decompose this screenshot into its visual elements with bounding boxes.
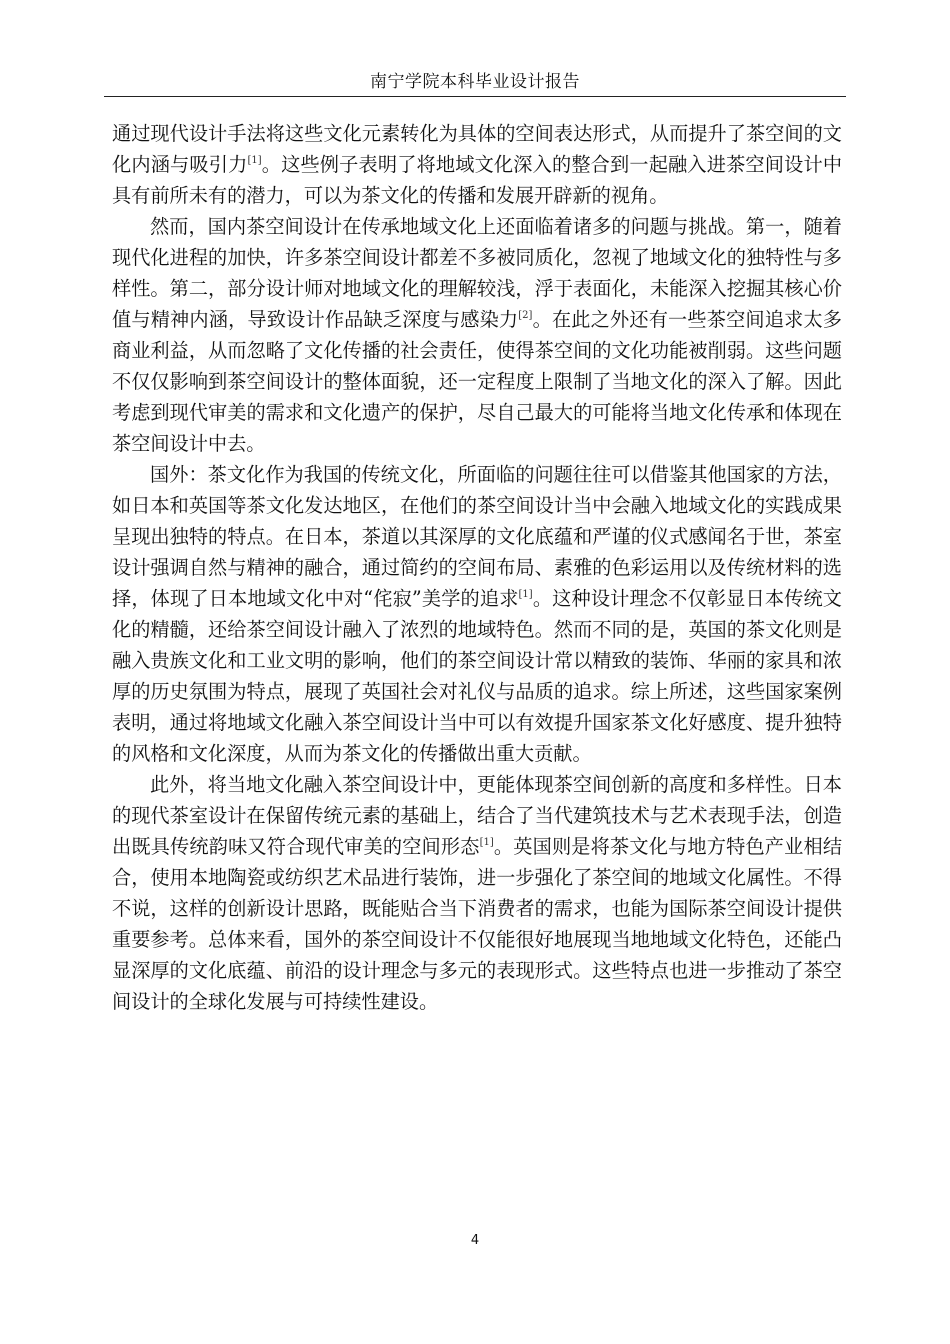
text-segment: 此外，将当地文化融入茶空间设计中，更能体现茶空间创新的高度和多样性。日本的现代茶室设计在保留传统元素的基础上，结合了当代建筑技术与艺术表现手法，创造出既具传统韵味又符合现代审美的空间形态: [112, 773, 842, 858]
text-segment: 。这种设计理念不仅彰显日本传统文化的精髓，还给茶空间设计融入了浓烈的地域特色。然而不同的是，英国的茶文化则是融入贵族文化和工业文明的影响，他们的茶空间设计常以精致的装饰、华丽的家具和浓厚的历史氛围为特点，展现了英国社会对礼仪与品质的追求。综上所述，这些国家案例表明，通过将地域文化融入茶空间设计当中可以有效提升国家茶文化好感度、提升独特的风格和文化深度，从而为茶文化的传播做出重大贡献。: [112, 587, 842, 765]
citation-marker: [1]: [518, 589, 533, 600]
citation-marker: [2]: [518, 310, 533, 321]
page-number: 4: [470, 1233, 480, 1248]
citation-marker: [1]: [479, 837, 494, 848]
body-text: [112, 118, 842, 1017]
paragraph: [112, 118, 842, 211]
paragraph: [112, 459, 842, 769]
paragraph: [112, 769, 842, 1017]
paragraph: [112, 211, 842, 459]
text-segment: 。英国则是将茶文化与地方特色产业相结合，使用本地陶瓷或纺织艺术品进行装饰，进一步强化了茶空间的地域文化属性。不得不说，这样的创新设计思路，既能贴合当下消费者的需求，也能为国际茶空间设计提供重要参考。总体来看，国外的茶空间设计不仅能很好地展现当地地域文化特色，还能凸显深厚的文化底蕴、前沿的设计理念与多元的表现形式。这些特点也进一步推动了茶空间设计的全球化发展与可持续性建设。: [112, 835, 843, 1013]
text-segment: 然而，国内茶空间设计在传承地域文化上还面临着诸多的问题与挑战。第一，随着现代化进程的加快，许多茶空间设计都差不多被同质化，忽视了地域文化的独特性与多样性。第二，部分设计师对地域文化的理解较浅，浮于表面化，未能深入挖掘其核心价值与精神内涵，导致设计作品缺乏深度与感染力: [112, 215, 842, 331]
page-header: [104, 68, 846, 97]
text-segment: 。这些例子表明了将地域文化深入的整合到一起融入进茶空间设计中具有前所未有的潜力，可以为茶文化的传播和发展开辟新的视角。: [112, 153, 843, 207]
header-title: 南宁学院本科毕业设计报告: [370, 72, 580, 92]
text-segment: 国外：茶文化作为我国的传统文化，所面临的问题往往可以借鉴其他国家的方法，如日本和英国等茶文化发达地区，在他们的茶空间设计当中会融入地域文化的实践成果呈现出独特的特点。在日本，茶道以其深厚的文化底蕴和严谨的仪式感闻名于世，茶室设计强调自然与精神的融合，通过简约的空间布局、素雅的色彩运用以及传统材料的选择，体现了日本地域文化中对“侘寂”美学的追求: [112, 463, 842, 610]
text-segment: 通过现代设计手法将这些文化元素转化为具体的空间表达形式，从而提升了茶空间的文化内涵与吸引力: [112, 122, 842, 176]
citation-marker: [1]: [247, 155, 262, 166]
text-segment: 。在此之外还有一些茶空间追求太多商业利益，从而忽略了文化传播的社会责任，使得茶空间的文化功能被削弱。这些问题不仅仅影响到茶空间设计的整体面貌，还一定程度上限制了当地文化的深入了解。因此考虑到现代审美的需求和文化遗产的保护，尽自己最大的可能将当地文化传承和体现在茶空间设计中去。: [112, 308, 842, 455]
